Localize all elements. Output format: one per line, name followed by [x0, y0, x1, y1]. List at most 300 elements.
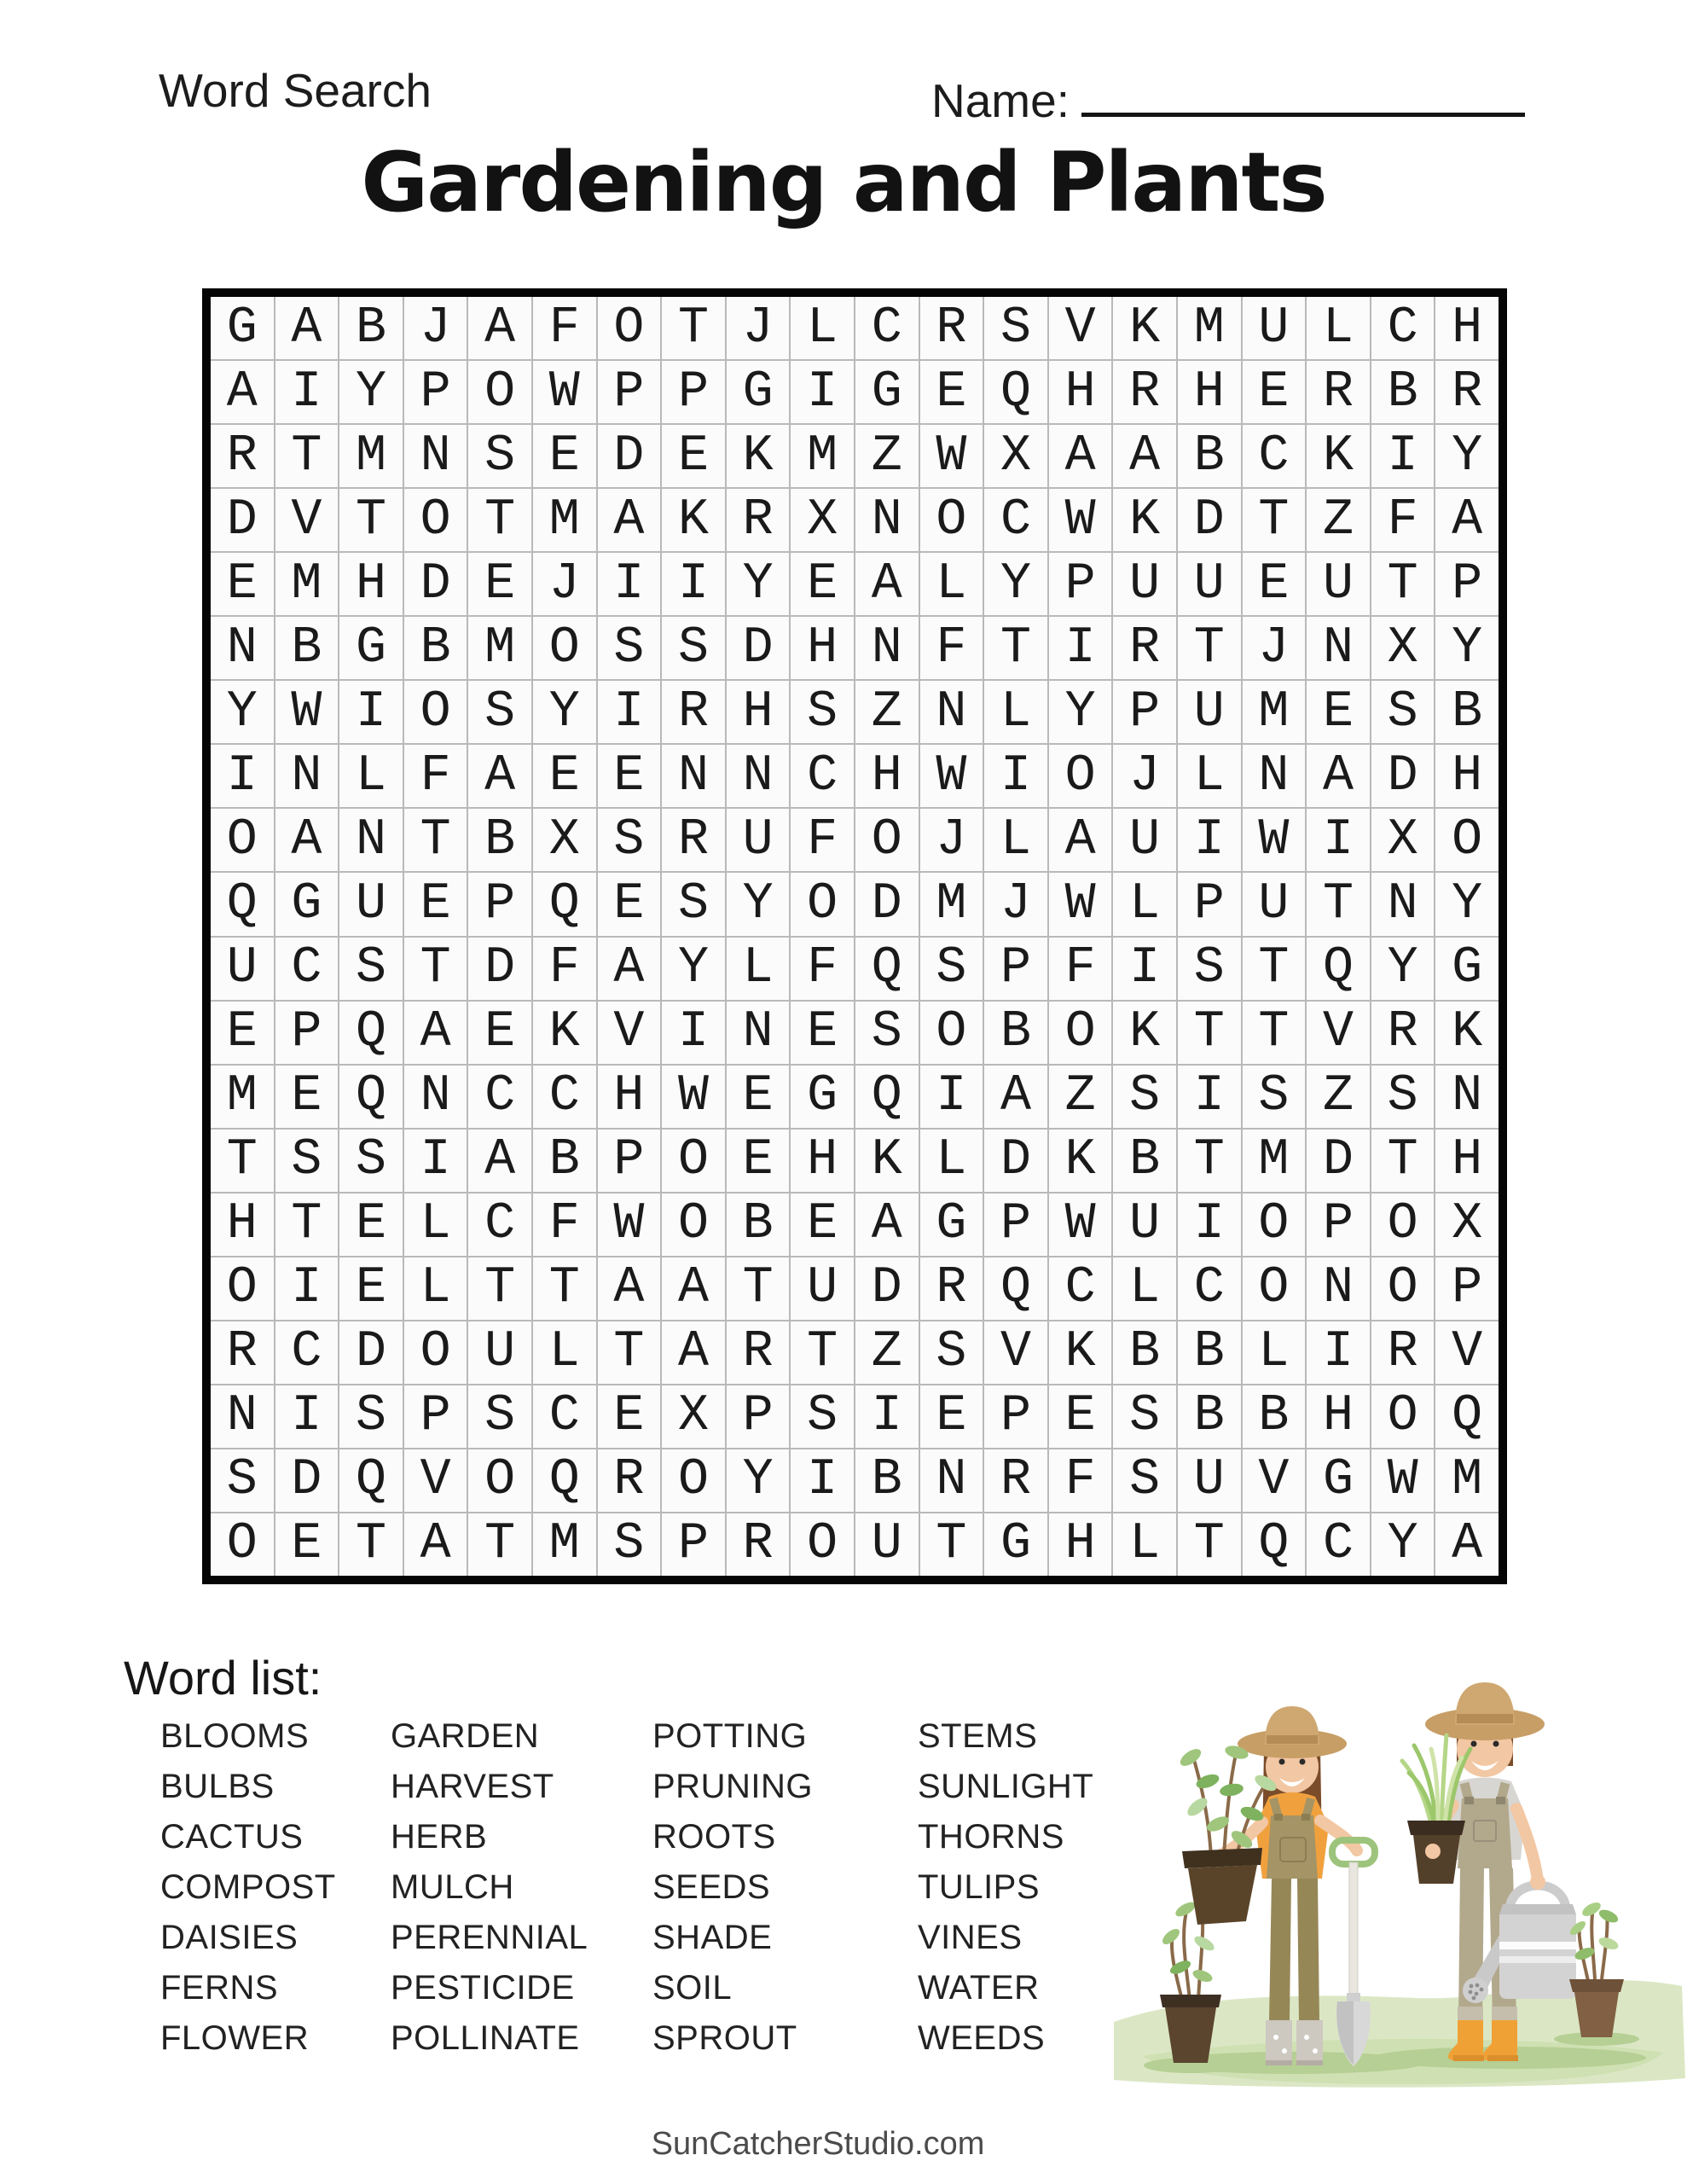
- grid-cell: N: [727, 1002, 790, 1064]
- grid-cell: T: [1243, 1002, 1306, 1064]
- grid-cell: O: [791, 873, 854, 935]
- grid-cell: W: [920, 425, 983, 487]
- grid-cell: D: [1307, 1130, 1370, 1192]
- grid-cell: O: [404, 489, 467, 551]
- grid-cell: B: [275, 617, 339, 679]
- grid-cell: H: [1435, 745, 1499, 807]
- grid-cell: V: [984, 1321, 1047, 1384]
- grid-cell: O: [855, 809, 919, 871]
- grid-cell: T: [211, 1130, 274, 1192]
- grid-cell: R: [211, 425, 274, 487]
- word-list-item: FLOWER: [160, 2019, 310, 2057]
- grid-cell: E: [275, 1066, 339, 1128]
- grid-cell: L: [1113, 1513, 1176, 1576]
- grid-cell: I: [1178, 1066, 1241, 1128]
- grid-cell: J: [404, 297, 467, 359]
- grid-cell: P: [404, 1385, 467, 1448]
- word-list-column: [391, 1711, 588, 2064]
- grid-cell: E: [791, 1002, 854, 1064]
- grid-cell: U: [727, 809, 790, 871]
- grid-cell: T: [468, 1513, 531, 1576]
- grid-cell: N: [1243, 745, 1306, 807]
- grid-cell: W: [1049, 489, 1112, 551]
- grid-cell: D: [468, 938, 531, 1000]
- grid-cell: N: [404, 1066, 467, 1128]
- website-credit: SunCatcherStudio.com: [651, 2126, 985, 2162]
- grid-cell: D: [275, 1449, 339, 1512]
- grid-cell: O: [468, 361, 531, 423]
- grid-cell: T: [1307, 873, 1370, 935]
- grid-cell: S: [1243, 1066, 1306, 1128]
- grid-cell: T: [1243, 938, 1306, 1000]
- grid-cell: L: [984, 681, 1047, 743]
- grid-cell: R: [727, 1321, 790, 1384]
- grid-cell: T: [275, 425, 339, 487]
- grid-cell: R: [1113, 617, 1176, 679]
- grid-cell: O: [662, 1449, 725, 1512]
- grid-cell: Q: [1243, 1513, 1306, 1576]
- grid-cell: D: [404, 553, 467, 615]
- grid-cell: B: [1243, 1385, 1306, 1448]
- grid-cell: O: [533, 617, 596, 679]
- grid-cell: A: [855, 1194, 919, 1256]
- grid-cell: E: [468, 1002, 531, 1064]
- grid-cell: R: [1307, 361, 1370, 423]
- grid-cell: E: [662, 425, 725, 487]
- grid-cell: L: [533, 1321, 596, 1384]
- grid-cell: K: [1113, 489, 1176, 551]
- grid-cell: R: [920, 1258, 983, 1320]
- grid-cell: N: [855, 617, 919, 679]
- grid-cell: V: [275, 489, 339, 551]
- grid-cell: N: [275, 745, 339, 807]
- grid-cell: Y: [984, 553, 1047, 615]
- grid-cell: S: [598, 617, 661, 679]
- grid-cell: Q: [855, 938, 919, 1000]
- grid-cell: K: [1113, 297, 1176, 359]
- grid-cell: J: [727, 297, 790, 359]
- grid-cell: Q: [1307, 938, 1370, 1000]
- grid-cell: H: [1049, 361, 1112, 423]
- grid-cell: T: [404, 938, 467, 1000]
- grid-cell: I: [1178, 1194, 1241, 1256]
- grid-cell: Q: [533, 873, 596, 935]
- grid-cell: E: [598, 1385, 661, 1448]
- grid-cell: A: [404, 1002, 467, 1064]
- grid-cell: N: [920, 681, 983, 743]
- word-list-item: MULCH: [391, 1868, 514, 1906]
- grid-cell: O: [404, 1321, 467, 1384]
- grid-cell: E: [404, 873, 467, 935]
- grid-cell: L: [1178, 745, 1241, 807]
- grid-cell: P: [1435, 553, 1499, 615]
- grid-cell: A: [598, 938, 661, 1000]
- grid-cell: R: [984, 1449, 1047, 1512]
- grid-cell: E: [468, 553, 531, 615]
- grid-cell: H: [1435, 297, 1499, 359]
- grid-cell: R: [598, 1449, 661, 1512]
- grid-cell: M: [920, 873, 983, 935]
- grid-cell: I: [1113, 938, 1176, 1000]
- grid-cell: O: [1371, 1385, 1435, 1448]
- grid-cell: F: [920, 617, 983, 679]
- grid-cell: A: [275, 297, 339, 359]
- grid-cell: A: [211, 361, 274, 423]
- grid-cell: C: [855, 297, 919, 359]
- grid-cell: A: [1049, 425, 1112, 487]
- grid-cell: W: [1243, 809, 1306, 871]
- grid-cell: I: [339, 681, 403, 743]
- grid-cell: U: [1113, 809, 1176, 871]
- grid-cell: M: [1243, 1130, 1306, 1192]
- grid-cell: N: [662, 745, 725, 807]
- grid-cell: X: [1371, 809, 1435, 871]
- grid-cell: I: [984, 745, 1047, 807]
- grid-cell: K: [1113, 1002, 1176, 1064]
- grid-cell: S: [984, 297, 1047, 359]
- gardeners-illustration: [1109, 1653, 1687, 2090]
- grid-cell: C: [533, 1066, 596, 1128]
- grid-cell: T: [1243, 489, 1306, 551]
- grid-cell: H: [339, 553, 403, 615]
- grid-cell: F: [404, 745, 467, 807]
- grid-cell: I: [275, 1385, 339, 1448]
- grid-cell: O: [598, 297, 661, 359]
- grid-cell: R: [1371, 1321, 1435, 1384]
- grid-cell: Y: [727, 873, 790, 935]
- grid-cell: H: [1049, 1513, 1112, 1576]
- grid-cell: L: [1113, 873, 1176, 935]
- grid-cell: N: [211, 617, 274, 679]
- grid-cell: E: [339, 1194, 403, 1256]
- grid-cell: R: [1113, 361, 1176, 423]
- grid-cell: V: [598, 1002, 661, 1064]
- grid-cell: K: [533, 1002, 596, 1064]
- grid-cell: C: [1049, 1258, 1112, 1320]
- grid-cell: L: [791, 297, 854, 359]
- grid-cell: S: [1371, 681, 1435, 743]
- word-list-item: SHADE: [652, 1919, 773, 1956]
- grid-cell: S: [339, 1385, 403, 1448]
- grid-cell: G: [339, 617, 403, 679]
- grid-cell: T: [275, 1194, 339, 1256]
- grid-cell: O: [1435, 809, 1499, 871]
- grid-cell: S: [339, 938, 403, 1000]
- grid-cell: G: [855, 361, 919, 423]
- grid-cell: S: [662, 873, 725, 935]
- grid-cell: E: [727, 1066, 790, 1128]
- grid-cell: L: [1243, 1321, 1306, 1384]
- grid-cell: B: [1113, 1321, 1176, 1384]
- grid-cell: O: [404, 681, 467, 743]
- grid-cell: S: [920, 1321, 983, 1384]
- grid-cell: C: [468, 1066, 531, 1128]
- grid-cell: T: [1178, 1130, 1241, 1192]
- grid-cell: O: [1371, 1258, 1435, 1320]
- grid-cell: T: [339, 489, 403, 551]
- grid-cell: G: [1435, 938, 1499, 1000]
- grid-cell: S: [1371, 1066, 1435, 1128]
- grid-cell: A: [468, 297, 531, 359]
- grid-cell: M: [533, 489, 596, 551]
- grid-cell: D: [984, 1130, 1047, 1192]
- grid-cell: B: [855, 1449, 919, 1512]
- grid-cell: B: [1113, 1130, 1176, 1192]
- grid-cell: Y: [1371, 938, 1435, 1000]
- grid-cell: L: [404, 1258, 467, 1320]
- grid-cell: E: [920, 361, 983, 423]
- grid-cell: M: [468, 617, 531, 679]
- grid-cell: P: [1049, 553, 1112, 615]
- grid-cell: O: [662, 1194, 725, 1256]
- grid-cell: U: [791, 1258, 854, 1320]
- grid-cell: B: [533, 1130, 596, 1192]
- grid-cell: Y: [1435, 425, 1499, 487]
- grid-cell: O: [920, 1002, 983, 1064]
- grid-cell: F: [1371, 489, 1435, 551]
- grid-cell: N: [1307, 617, 1370, 679]
- grid-cell: Q: [533, 1449, 596, 1512]
- grid-cell: S: [468, 681, 531, 743]
- grid-cell: F: [1049, 1449, 1112, 1512]
- grid-cell: A: [598, 1258, 661, 1320]
- grid-cell: O: [1049, 1002, 1112, 1064]
- grid-cell: E: [791, 553, 854, 615]
- grid-cell: O: [1243, 1194, 1306, 1256]
- word-list-item: HERB: [391, 1818, 488, 1856]
- grid-cell: I: [1371, 425, 1435, 487]
- grid-cell: G: [275, 873, 339, 935]
- grid-cell: C: [1371, 297, 1435, 359]
- grid-cell: P: [1178, 873, 1241, 935]
- grid-cell: N: [1435, 1066, 1499, 1128]
- grid-cell: L: [920, 553, 983, 615]
- grid-cell: Z: [855, 681, 919, 743]
- grid-cell: O: [1049, 745, 1112, 807]
- grid-cell: A: [468, 1130, 531, 1192]
- grid-cell: L: [1307, 297, 1370, 359]
- word-list-column: [918, 1711, 1093, 2064]
- grid-cell: H: [598, 1066, 661, 1128]
- grid-cell: S: [275, 1130, 339, 1192]
- grid-cell: Y: [1435, 873, 1499, 935]
- grid-cell: C: [1178, 1258, 1241, 1320]
- grid-cell: D: [211, 489, 274, 551]
- grid-cell: D: [1178, 489, 1241, 551]
- grid-cell: W: [1371, 1449, 1435, 1512]
- grid-cell: A: [984, 1066, 1047, 1128]
- grid-cell: E: [1307, 681, 1370, 743]
- grid-cell: S: [598, 1513, 661, 1576]
- grid-cell: O: [920, 489, 983, 551]
- grid-cell: P: [727, 1385, 790, 1448]
- grid-cell: D: [1371, 745, 1435, 807]
- grid-cell: J: [1243, 617, 1306, 679]
- grid-cell: T: [662, 297, 725, 359]
- grid-cell: Q: [339, 1066, 403, 1128]
- grid-cell: C: [533, 1385, 596, 1448]
- grid-cell: T: [468, 1258, 531, 1320]
- grid-cell: R: [727, 489, 790, 551]
- grid-cell: Q: [1435, 1385, 1499, 1448]
- grid-cell: S: [339, 1130, 403, 1192]
- grid-cell: S: [468, 1385, 531, 1448]
- grid-cell: S: [791, 1385, 854, 1448]
- grid-cell: B: [1178, 1385, 1241, 1448]
- grid-cell: H: [1307, 1385, 1370, 1448]
- word-list-item: PRUNING: [652, 1768, 813, 1805]
- grid-cell: C: [1243, 425, 1306, 487]
- grid-cell: E: [1049, 1385, 1112, 1448]
- word-list-item: POTTING: [652, 1717, 808, 1755]
- grid-cell: T: [533, 1258, 596, 1320]
- grid-cell: G: [791, 1066, 854, 1128]
- grid-cell: U: [1178, 681, 1241, 743]
- grid-cell: J: [1113, 745, 1176, 807]
- grid-cell: N: [1307, 1258, 1370, 1320]
- grid-cell: N: [211, 1385, 274, 1448]
- word-list-item: TULIPS: [918, 1868, 1041, 1906]
- grid-cell: O: [1371, 1194, 1435, 1256]
- grid-cell: H: [855, 745, 919, 807]
- grid-cell: E: [339, 1258, 403, 1320]
- grid-cell: O: [791, 1513, 854, 1576]
- grid-cell: E: [211, 553, 274, 615]
- grid-cell: S: [468, 425, 531, 487]
- grid-cell: Z: [1307, 489, 1370, 551]
- grid-cell: B: [339, 297, 403, 359]
- grid-cell: V: [1049, 297, 1112, 359]
- grid-cell: I: [662, 553, 725, 615]
- grid-cell: A: [275, 809, 339, 871]
- grid-cell: E: [598, 745, 661, 807]
- word-list-item: CACTUS: [160, 1818, 304, 1856]
- grid-cell: P: [1307, 1194, 1370, 1256]
- grid-cell: U: [468, 1321, 531, 1384]
- grid-cell: A: [404, 1513, 467, 1576]
- grid-cell: E: [533, 745, 596, 807]
- grid-cell: N: [920, 1449, 983, 1512]
- grid-cell: F: [791, 938, 854, 1000]
- grid-cell: S: [1113, 1449, 1176, 1512]
- word-list-item: BLOOMS: [160, 1717, 310, 1755]
- grid-cell: W: [662, 1066, 725, 1128]
- grid-cell: W: [1049, 873, 1112, 935]
- grid-cell: A: [1049, 809, 1112, 871]
- grid-cell: W: [920, 745, 983, 807]
- grid-cell: E: [727, 1130, 790, 1192]
- grid-cell: B: [1435, 681, 1499, 743]
- grid-cell: X: [1371, 617, 1435, 679]
- grid-cell: H: [211, 1194, 274, 1256]
- grid-cell: I: [404, 1130, 467, 1192]
- grid-cell: S: [791, 681, 854, 743]
- grid-cell: W: [598, 1194, 661, 1256]
- grid-cell: A: [598, 489, 661, 551]
- grid-cell: K: [855, 1130, 919, 1192]
- grid-cell: K: [662, 489, 725, 551]
- grid-cell: P: [404, 361, 467, 423]
- word-list-heading: Word list:: [124, 1651, 322, 1705]
- grid-cell: T: [1178, 617, 1241, 679]
- grid-cell: P: [468, 873, 531, 935]
- shovel: [1332, 1840, 1375, 2066]
- grid-cell: I: [211, 745, 274, 807]
- grid-cell: A: [468, 745, 531, 807]
- grid-cell: Q: [984, 361, 1047, 423]
- grid-cell: C: [791, 745, 854, 807]
- grid-cell: B: [984, 1002, 1047, 1064]
- word-list-item: GARDEN: [391, 1717, 540, 1755]
- grid-cell: I: [920, 1066, 983, 1128]
- grid-cell: S: [662, 617, 725, 679]
- grid-cell: U: [1243, 297, 1306, 359]
- grid-cell: Y: [727, 1449, 790, 1512]
- grid-cell: Z: [1307, 1066, 1370, 1128]
- grid-cell: N: [727, 745, 790, 807]
- grid-cell: M: [1243, 681, 1306, 743]
- grid-cell: A: [1435, 1513, 1499, 1576]
- grid-cell: P: [984, 1194, 1047, 1256]
- grid-cell: C: [275, 1321, 339, 1384]
- grid-cell: N: [1371, 873, 1435, 935]
- word-list-item: HARVEST: [391, 1768, 554, 1805]
- word-list-item: WEEDS: [918, 2019, 1046, 2057]
- grid-cell: M: [339, 425, 403, 487]
- word-list-item: DAISIES: [160, 1919, 299, 1956]
- grid-cell: P: [984, 1385, 1047, 1448]
- grid-cell: D: [855, 1258, 919, 1320]
- grid-cell: U: [855, 1513, 919, 1576]
- grid-cell: B: [727, 1194, 790, 1256]
- grid-cell: B: [1371, 361, 1435, 423]
- word-list-item: FERNS: [160, 1969, 279, 2007]
- grid-cell: A: [662, 1258, 725, 1320]
- word-list-item: SEEDS: [652, 1868, 771, 1906]
- grid-cell: I: [1178, 809, 1241, 871]
- grid-cell: T: [598, 1321, 661, 1384]
- grid-cell: I: [275, 361, 339, 423]
- grid-cell: I: [791, 1449, 854, 1512]
- grid-cell: I: [791, 361, 854, 423]
- grid-cell: P: [662, 1513, 725, 1576]
- grid-cell: D: [855, 873, 919, 935]
- word-list-item: PERENNIAL: [391, 1919, 588, 1956]
- grid-cell: H: [1178, 361, 1241, 423]
- grid-cell: V: [404, 1449, 467, 1512]
- word-list-item: ROOTS: [652, 1818, 776, 1856]
- grid-cell: I: [1307, 1321, 1370, 1384]
- grid-cell: R: [662, 681, 725, 743]
- grid-cell: S: [211, 1449, 274, 1512]
- grid-cell: P: [1435, 1258, 1499, 1320]
- grid-cell: T: [1371, 553, 1435, 615]
- grid-cell: F: [1049, 938, 1112, 1000]
- grid-cell: K: [1307, 425, 1370, 487]
- grid-cell: L: [339, 745, 403, 807]
- grid-cell: I: [598, 553, 661, 615]
- grid-cell: B: [468, 809, 531, 871]
- grid-cell: V: [1307, 1002, 1370, 1064]
- grid-cell: I: [598, 681, 661, 743]
- grid-cell: Q: [211, 873, 274, 935]
- grid-cell: A: [855, 553, 919, 615]
- word-list-item: WATER: [918, 1969, 1040, 2007]
- grid-cell: O: [211, 1258, 274, 1320]
- grid-cell: T: [339, 1513, 403, 1576]
- grid-cell: E: [533, 425, 596, 487]
- grid-cell: M: [533, 1513, 596, 1576]
